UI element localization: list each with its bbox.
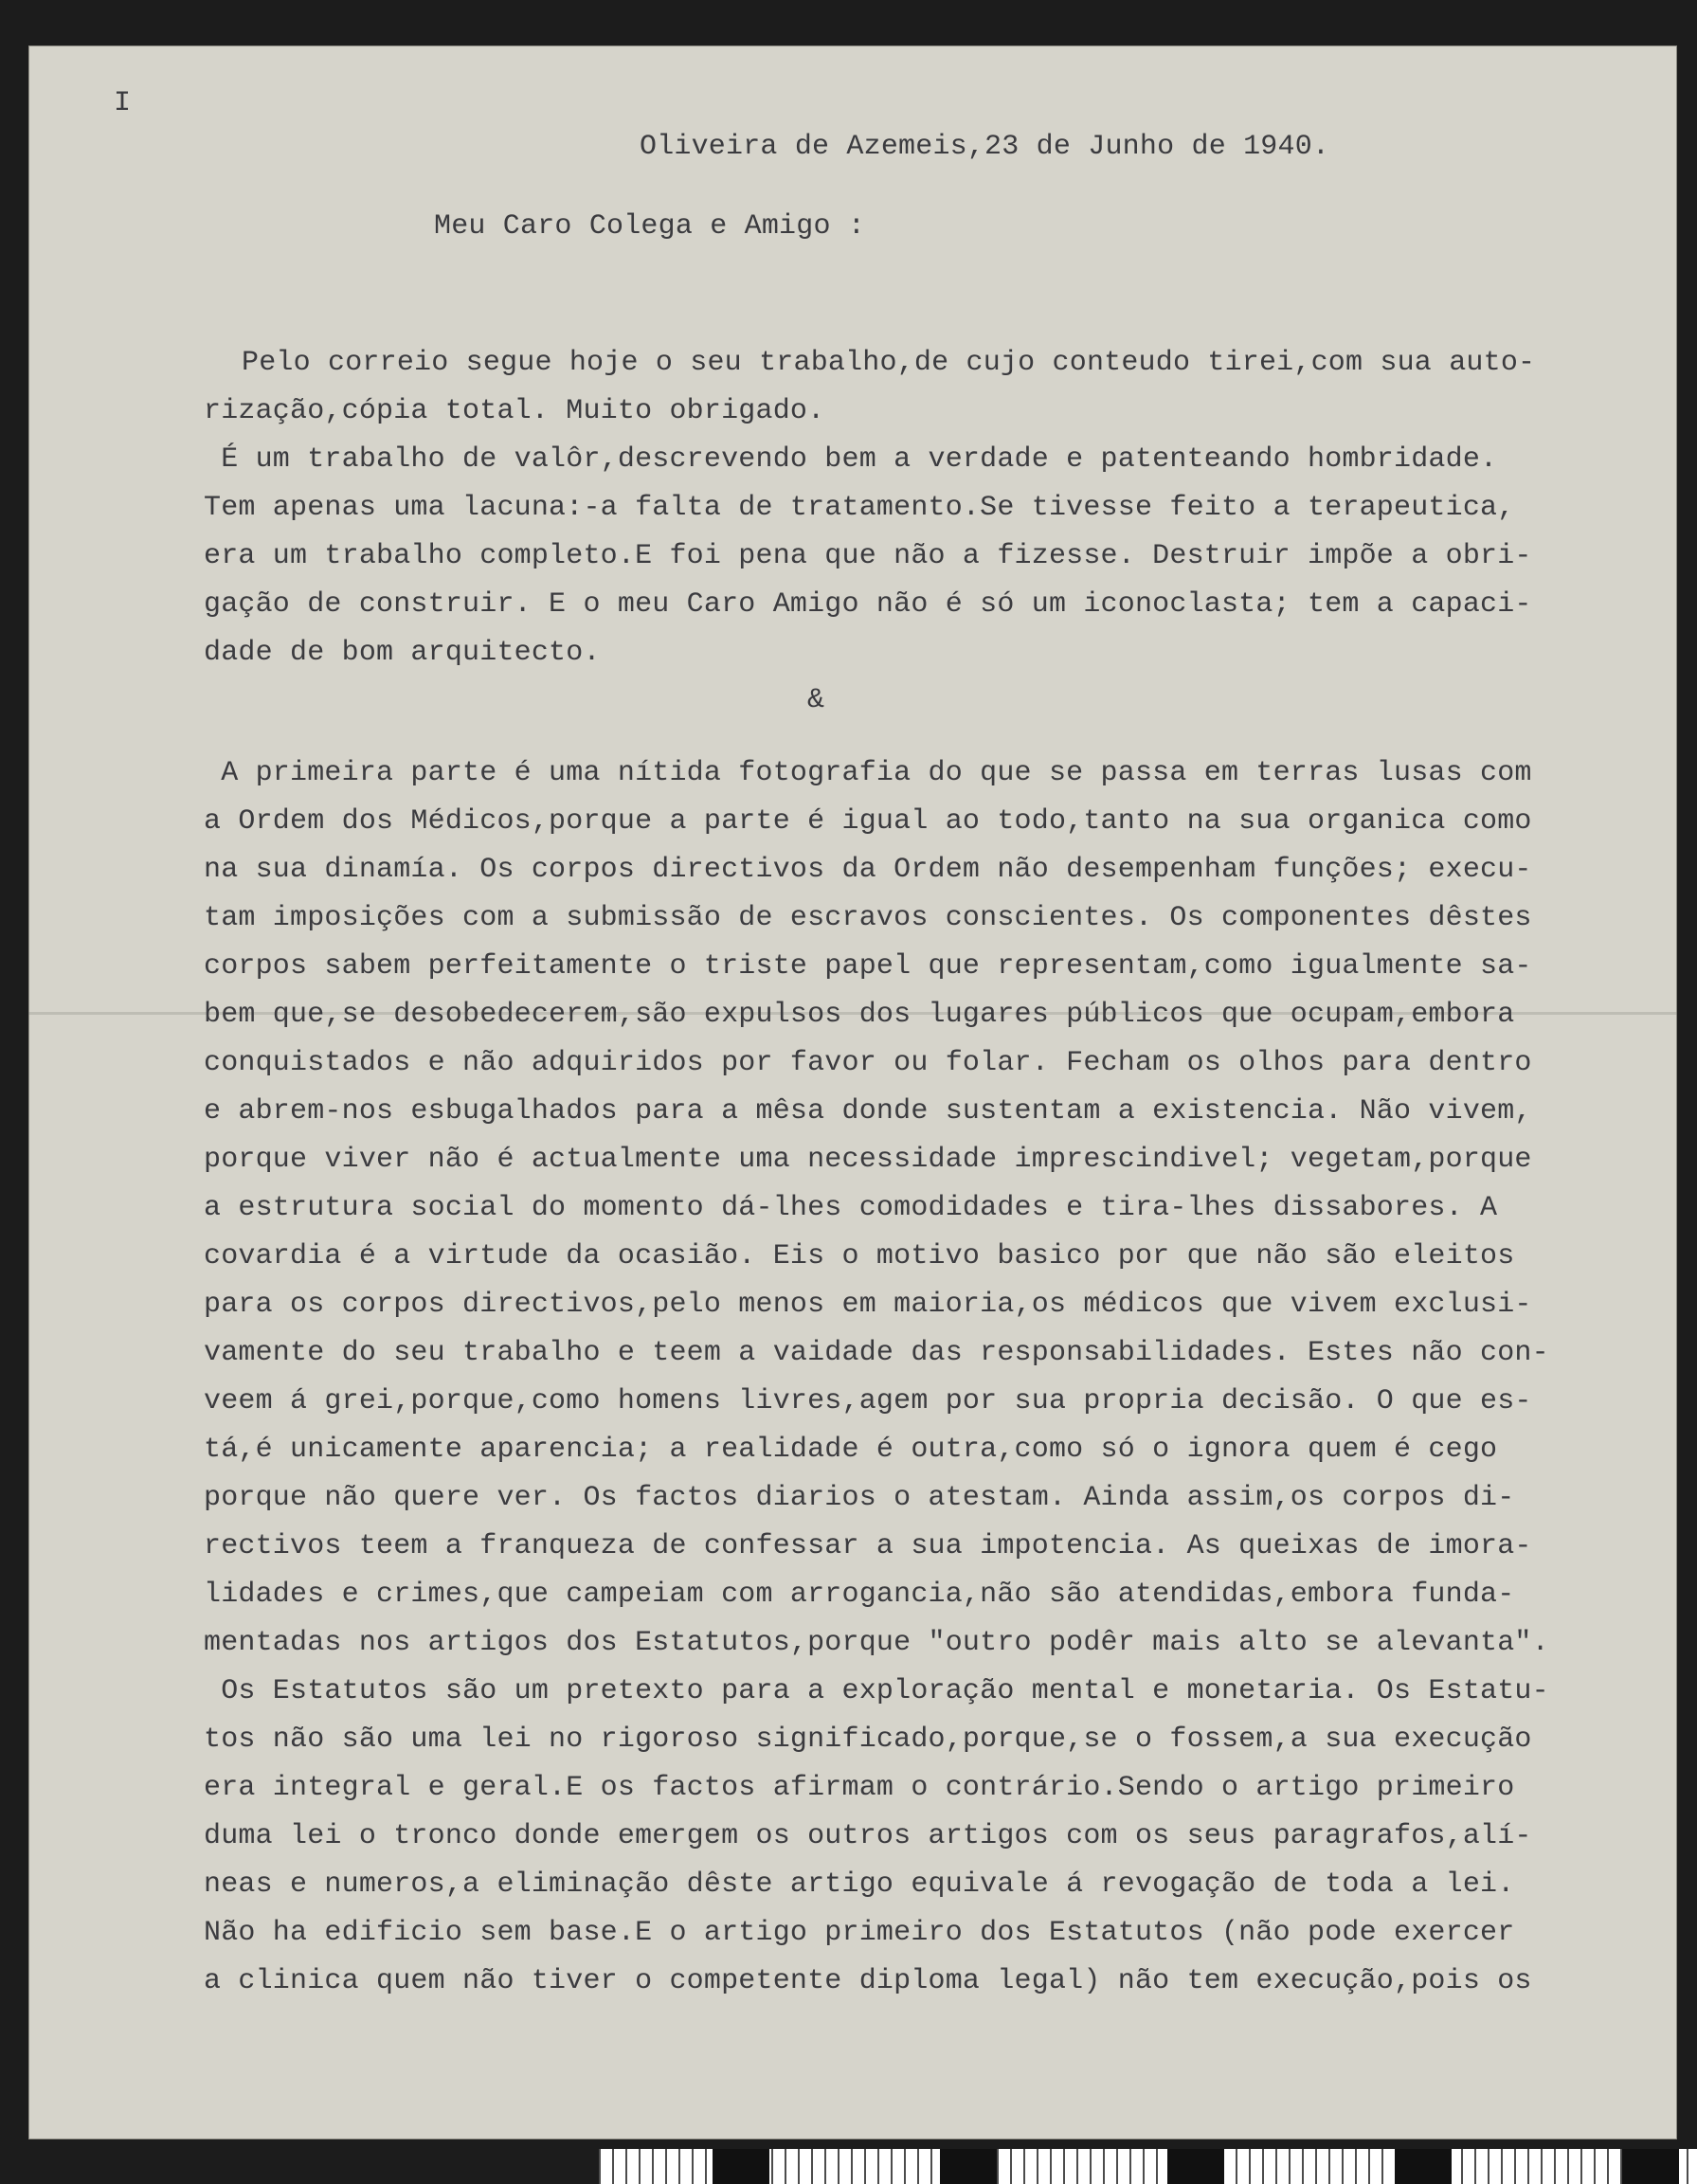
- text-line: Os Estatutos são um pretexto para a exploração mental e monetaria. Os Estatu-: [204, 1675, 1549, 1707]
- text-line: duma lei o tronco donde emergem os outros artigos com os seus paragrafos,alí-: [204, 1820, 1532, 1852]
- text-line: para os corpos directivos,pelo menos em maioria,os médicos que vivem exclusi-: [204, 1289, 1532, 1321]
- text-line: gação de construir. E o meu Caro Amigo não é só um iconoclasta; tem a capaci-: [204, 588, 1532, 621]
- text-line: vamente do seu trabalho e teem a vaidade das responsabilidades. Estes não con-: [204, 1337, 1549, 1369]
- page-number: I: [114, 87, 132, 119]
- text-line: neas e numeros,a eliminação dêste artigo equivale á revogação de toda a lei.: [204, 1868, 1515, 1901]
- text-line: porque não quere ver. Os factos diarios o atestam. Ainda assim,os corpos di-: [204, 1482, 1515, 1514]
- text-line: conquistados e não adquiridos por favor ou folar. Fecham os olhos para dentro: [204, 1047, 1532, 1079]
- text-line: Pelo correio segue hoje o seu trabalho,de cujo conteudo tirei,com sua auto-: [242, 347, 1536, 379]
- greeting: Meu Caro Colega e Amigo :: [434, 210, 866, 243]
- text-line: a clinica quem não tiver o competente diploma legal) não tem execução,pois os: [204, 1965, 1532, 1997]
- text-line: rização,cópia total. Muito obrigado.: [204, 395, 825, 427]
- text-line: Tem apenas uma lacuna:-a falta de tratamento.Se tivesse feito a terapeutica,: [204, 492, 1515, 524]
- ruler-block: [1395, 2149, 1452, 2184]
- text-line: era integral e geral.E os factos afirmam o contrário.Sendo o artigo primeiro: [204, 1772, 1515, 1804]
- text-line: tos não são uma lei no rigoroso significado,porque,se o fossem,a sua execução: [204, 1724, 1532, 1756]
- ruler-block: [940, 2149, 997, 2184]
- ruler-block: [713, 2149, 769, 2184]
- text-line: veem á grei,porque,como homens livres,agem por sua propria decisão. O que es-: [204, 1385, 1532, 1417]
- ruler-block: [1167, 2149, 1224, 2184]
- text-line: dade de bom arquitecto.: [204, 637, 601, 669]
- text-line: covardia é a virtude da ocasião. Eis o motivo basico por que não são eleitos: [204, 1240, 1515, 1272]
- text-line: corpos sabem perfeitamente o triste papel que representam,como igualmente sa-: [204, 950, 1532, 983]
- text-line: a Ordem dos Médicos,porque a parte é igual ao todo,tanto na sua organica como: [204, 805, 1532, 838]
- text-line: e abrem-nos esbugalhados para a mêsa donde sustentam a existencia. Não vivem,: [204, 1095, 1532, 1128]
- text-line: era um trabalho completo.E foi pena que não a fizesse. Destruir impõe a obri-: [204, 540, 1532, 572]
- text-line: rectivos teem a franqueza de confessar a sua impotencia. As queixas de imora-: [204, 1530, 1532, 1562]
- paragraph-1: [204, 339, 1663, 677]
- dateline: Oliveira de Azemeis,23 de Junho de 1940.: [640, 131, 1330, 163]
- text-line: tam imposições com a submissão de escravos conscientes. Os componentes dêstes: [204, 902, 1532, 934]
- ruler-block: [1622, 2149, 1679, 2184]
- text-line: É um trabalho de valôr,descrevendo bem a verdade e patenteando hombridade.: [204, 443, 1498, 476]
- section-separator: &: [807, 684, 825, 716]
- text-line: Não ha edificio sem base.E o artigo primeiro dos Estatutos (não pode exercer: [204, 1917, 1515, 1949]
- text-line: na sua dinamía. Os corpos directivos da Ordem não desempenham funções; execu-: [204, 854, 1532, 886]
- text-line: porque viver não é actualmente uma necessidade imprescindivel; vegetam,porque: [204, 1144, 1532, 1176]
- text-line: A primeira parte é uma nítida fotografia do que se passa em terras lusas com: [204, 757, 1532, 789]
- text-line: tá,é unicamente aparencia; a realidade é outra,como só o ignora quem é cego: [204, 1434, 1498, 1466]
- text-line: lidades e crimes,que campeiam com arrogancia,não são atendidas,embora funda-: [204, 1579, 1515, 1611]
- text-line: a estrutura social do momento dá-lhes comodidades e tira-lhes dissabores. A: [204, 1192, 1498, 1224]
- paragraph-2: [204, 749, 1677, 2006]
- text-line: bem que,se desobedecerem,são expulsos dos lugares públicos que ocupam,embora: [204, 999, 1515, 1031]
- text-line: mentadas nos artigos dos Estatutos,porque "outro podêr mais alto se alevanta".: [204, 1627, 1549, 1659]
- scale-ruler: [599, 2149, 1697, 2184]
